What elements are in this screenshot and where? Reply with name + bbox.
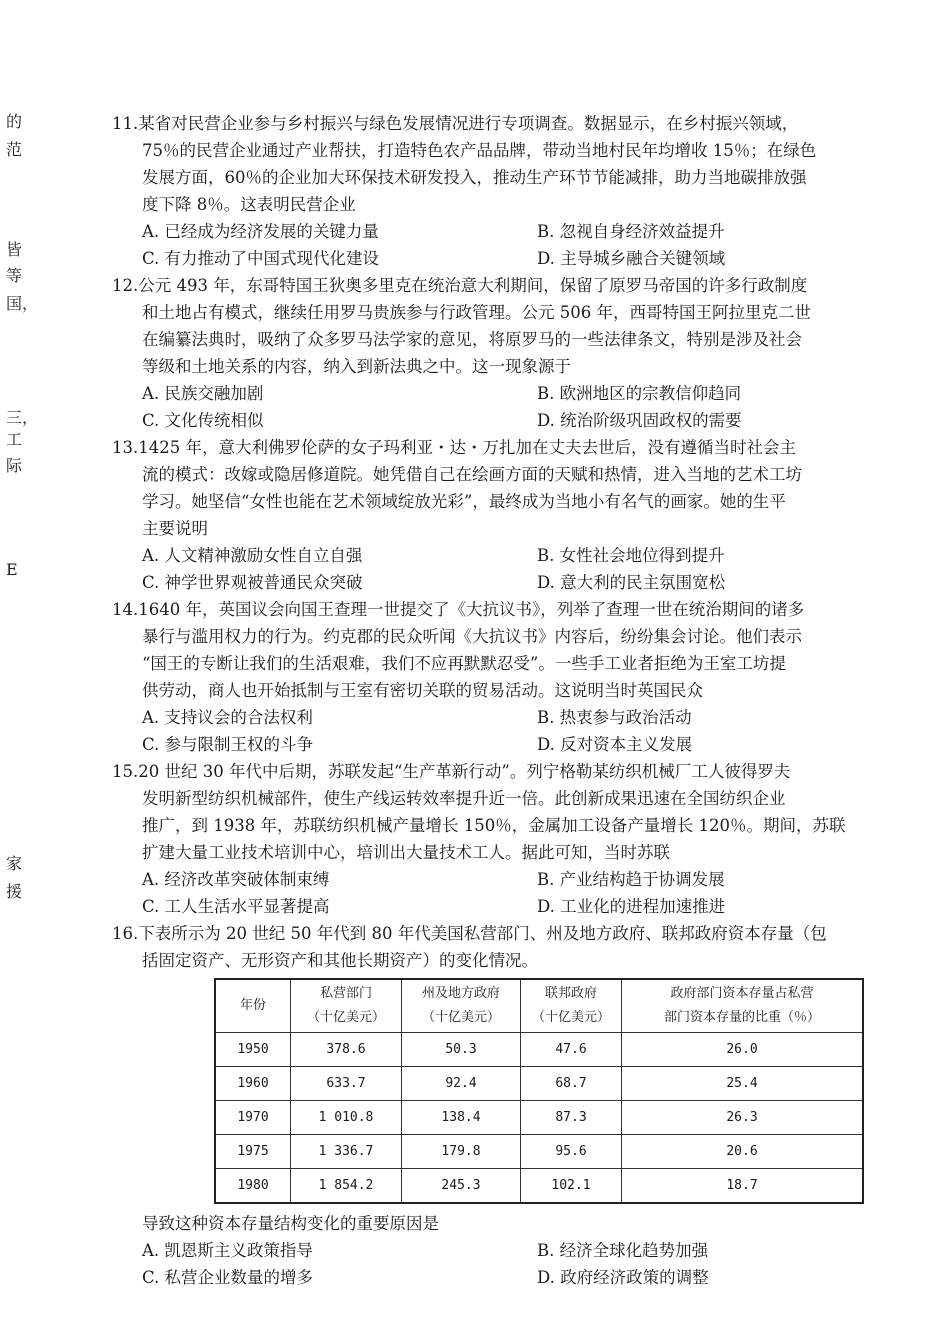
table-row	[215, 1033, 863, 1067]
margin-fragment: 家	[6, 854, 23, 873]
table-cell: 245.3	[402, 1169, 521, 1204]
question-line: 13.1425 年，意大利佛罗伦萨的女子玛利亚・达・万扎加在丈夫去世后，没有遵循当时社会主	[112, 438, 796, 457]
table-cell: 633.7	[291, 1067, 402, 1101]
option-b[interactable]: B. 女性社会地位得到提升	[537, 546, 725, 565]
question-options	[112, 380, 902, 434]
table-cell: 47.6	[521, 1033, 622, 1067]
option-a[interactable]: A. 凯恩斯主义政策指导	[142, 1241, 313, 1260]
question-16-stem	[112, 920, 902, 974]
margin-fragment: 三，	[6, 408, 39, 427]
question-14	[112, 596, 902, 758]
margin-fragment: 国，	[6, 294, 39, 313]
margin-fragment: 的	[6, 112, 23, 131]
question-16-prompt	[112, 1210, 902, 1237]
question-line: 发展方面，60％的企业加大环保技术研发投入，推动生产环节节能减排，助力当地碳排放强	[142, 168, 807, 187]
table-cell: 95.6	[521, 1135, 622, 1169]
question-stem	[112, 272, 902, 380]
question-line: 暴行与滥用权力的行为。约克郡的民众听闻《大抗议书》内容后，纷纷集会讨论。他们表示	[142, 627, 802, 646]
margin-fragment: 等	[6, 266, 23, 285]
table-cell: 50.3	[402, 1033, 521, 1067]
question-line: 等级和土地关系的内容，纳入到新法典之中。这一现象源于	[142, 357, 571, 376]
table-cell: 92.4	[402, 1067, 521, 1101]
table-cell: 1970	[215, 1101, 291, 1135]
option-d[interactable]: D. 工业化的进程加速推进	[537, 897, 726, 916]
question-16	[112, 920, 902, 1291]
option-c[interactable]: C. 私营企业数量的增多	[142, 1268, 314, 1287]
margin-fragment: 范	[6, 140, 23, 159]
option-b[interactable]: B. 产业结构趋于协调发展	[537, 870, 725, 889]
option-c[interactable]: C. 工人生活水平显著提高	[142, 897, 330, 916]
table-cell: 26.3	[622, 1101, 864, 1135]
question-line: 12.公元 493 年，东哥特国王狄奥多里克在统治意大利期间，保留了原罗马帝国的许多行政制度	[112, 276, 808, 295]
table-cell: 1960	[215, 1067, 291, 1101]
question-line: 供劳动，商人也开始抵制与王室有密切关联的贸易活动。这说明当时英国民众	[142, 681, 703, 700]
table-cell: 1 010.8	[291, 1101, 402, 1135]
question-13	[112, 434, 902, 596]
table-header-row	[215, 979, 863, 1033]
question-16-options	[112, 1237, 902, 1291]
question-line: 16.下表所示为 20 世纪 50 年代到 80 年代美国私营部门、州及地方政府、联邦政府资本存量（包	[112, 924, 827, 943]
question-line: 在编纂法典时，吸纳了众多罗马法学家的意见，将原罗马的一些法律条文，特别是涉及社会	[142, 330, 802, 349]
question-line: “国王的专断让我们的生活艰难，我们不应再默默忍受”。一些手工业者拒绝为王室工坊提	[142, 654, 786, 673]
option-b[interactable]: B. 经济全球化趋势加强	[537, 1241, 709, 1260]
question-line: 推广，到 1938 年，苏联纺织机械产量增长 150％，金属加工设备产量增长 120％。期间，苏联	[142, 816, 846, 835]
option-a[interactable]: A. 民族交融加剧	[142, 384, 264, 403]
question-line: 75％的民营企业通过产业帮扶，打造特色农产品品牌，带动当地村民年均增收 15％；在绿色	[142, 141, 817, 160]
table-cell: 102.1	[521, 1169, 622, 1204]
margin-fragment: 皆	[6, 240, 23, 259]
question-line: 14.1640 年，英国议会向国王查理一世提交了《大抗议书》，列举了查理一世在统治期间的诸多	[112, 600, 805, 619]
question-line: 主要说明	[142, 519, 208, 538]
question-options	[112, 542, 902, 596]
table-header: 政府部门资本存量占私营 部门资本存量的比重（％）	[622, 979, 864, 1033]
table-row	[215, 1169, 863, 1204]
question-12	[112, 272, 902, 434]
question-line: 学习。她坚信“女性也能在艺术领域绽放光彩”，最终成为当地小有名气的画家。她的生平	[142, 492, 786, 511]
option-a[interactable]: A. 支持议会的合法权利	[142, 708, 313, 727]
table-cell: 18.7	[622, 1169, 864, 1204]
option-a[interactable]: A. 经济改革突破体制束缚	[142, 870, 330, 889]
question-options	[112, 218, 902, 272]
option-c[interactable]: C. 参与限制王权的斗争	[142, 735, 314, 754]
question-list	[112, 110, 902, 920]
question-line: 和土地占有模式，继续任用罗马贵族参与行政管理。公元 506 年，西哥特国王阿拉里克二世	[142, 303, 811, 322]
table-cell: 1980	[215, 1169, 291, 1204]
option-d[interactable]: D. 意大利的民主氛围宽松	[537, 573, 726, 592]
option-c[interactable]: C. 神学世界观被普通民众突破	[142, 573, 363, 592]
exam-page	[112, 110, 902, 1291]
margin-fragment: 工	[6, 430, 23, 449]
option-d[interactable]: D. 反对资本主义发展	[537, 735, 693, 754]
question-stem	[112, 110, 902, 218]
question-line: 导致这种资本存量结构变化的重要原因是	[142, 1214, 439, 1233]
margin-fragment: 援	[6, 882, 23, 901]
question-options	[112, 704, 902, 758]
option-b[interactable]: B. 热衷参与政治活动	[537, 708, 692, 727]
table-cell: 87.3	[521, 1101, 622, 1135]
capital-stock-table	[214, 978, 864, 1204]
option-d[interactable]: D. 主导城乡融合关键领域	[537, 249, 726, 268]
option-a[interactable]: A. 已经成为经济发展的关键力量	[142, 222, 379, 241]
option-a[interactable]: A. 人文精神激励女性自立自强	[142, 546, 363, 565]
question-stem	[112, 758, 902, 866]
margin-fragment: E	[6, 560, 18, 579]
question-line: 扩建大量工业技术培训中心，培训出大量技术工人。据此可知，当时苏联	[142, 843, 670, 862]
table-cell: 25.4	[622, 1067, 864, 1101]
margin-fragment: 际	[6, 456, 23, 475]
table-header: 私营部门 （十亿美元）	[291, 979, 402, 1033]
question-stem	[112, 596, 902, 704]
table-header: 州及地方政府 （十亿美元）	[402, 979, 521, 1033]
table-header: 年份	[215, 979, 291, 1033]
table-cell: 1 854.2	[291, 1169, 402, 1204]
table-cell: 20.6	[622, 1135, 864, 1169]
question-line: 括固定资产、无形资产和其他长期资产）的变化情况。	[142, 951, 538, 970]
table-cell: 378.6	[291, 1033, 402, 1067]
table-cell: 138.4	[402, 1101, 521, 1135]
question-line: 15.20 世纪 30 年代中后期，苏联发起“生产革新行动”。列宁格勒某纺织机械厂工人彼得罗夫	[112, 762, 791, 781]
table-row	[215, 1067, 863, 1101]
option-d[interactable]: D. 政府经济政策的调整	[537, 1268, 709, 1287]
table-header: 联邦政府 （十亿美元）	[521, 979, 622, 1033]
option-b[interactable]: B. 忽视自身经济效益提升	[537, 222, 725, 241]
option-c[interactable]: C. 有力推动了中国式现代化建设	[142, 249, 380, 268]
table-cell: 1975	[215, 1135, 291, 1169]
table-row	[215, 1101, 863, 1135]
question-15	[112, 758, 902, 920]
question-line: 度下降 8％。这表明民营企业	[142, 195, 356, 214]
question-stem	[112, 434, 902, 542]
option-c[interactable]: C. 文化传统相似	[142, 411, 264, 430]
table-cell: 179.8	[402, 1135, 521, 1169]
table-cell: 1950	[215, 1033, 291, 1067]
question-line: 11.某省对民营企业参与乡村振兴与绿色发展情况进行专项调查。数据显示，在乡村振兴领域，	[112, 114, 799, 133]
table-body	[215, 1033, 863, 1204]
table-cell: 68.7	[521, 1067, 622, 1101]
question-line: 发明新型纺织机械部件，使生产线运转效率提升近一倍。此创新成果迅速在全国纺织企业	[142, 789, 786, 808]
option-d[interactable]: D. 统治阶级巩固政权的需要	[537, 411, 742, 430]
question-11	[112, 110, 902, 272]
table-cell: 1 336.7	[291, 1135, 402, 1169]
table-row	[215, 1135, 863, 1169]
question-options	[112, 866, 902, 920]
option-b[interactable]: B. 欧洲地区的宗教信仰趋同	[537, 384, 742, 403]
table-cell: 26.0	[622, 1033, 864, 1067]
question-line: 流的模式：改嫁或隐居修道院。她凭借自己在绘画方面的天赋和热情，进入当地的艺术工坊	[142, 465, 802, 484]
